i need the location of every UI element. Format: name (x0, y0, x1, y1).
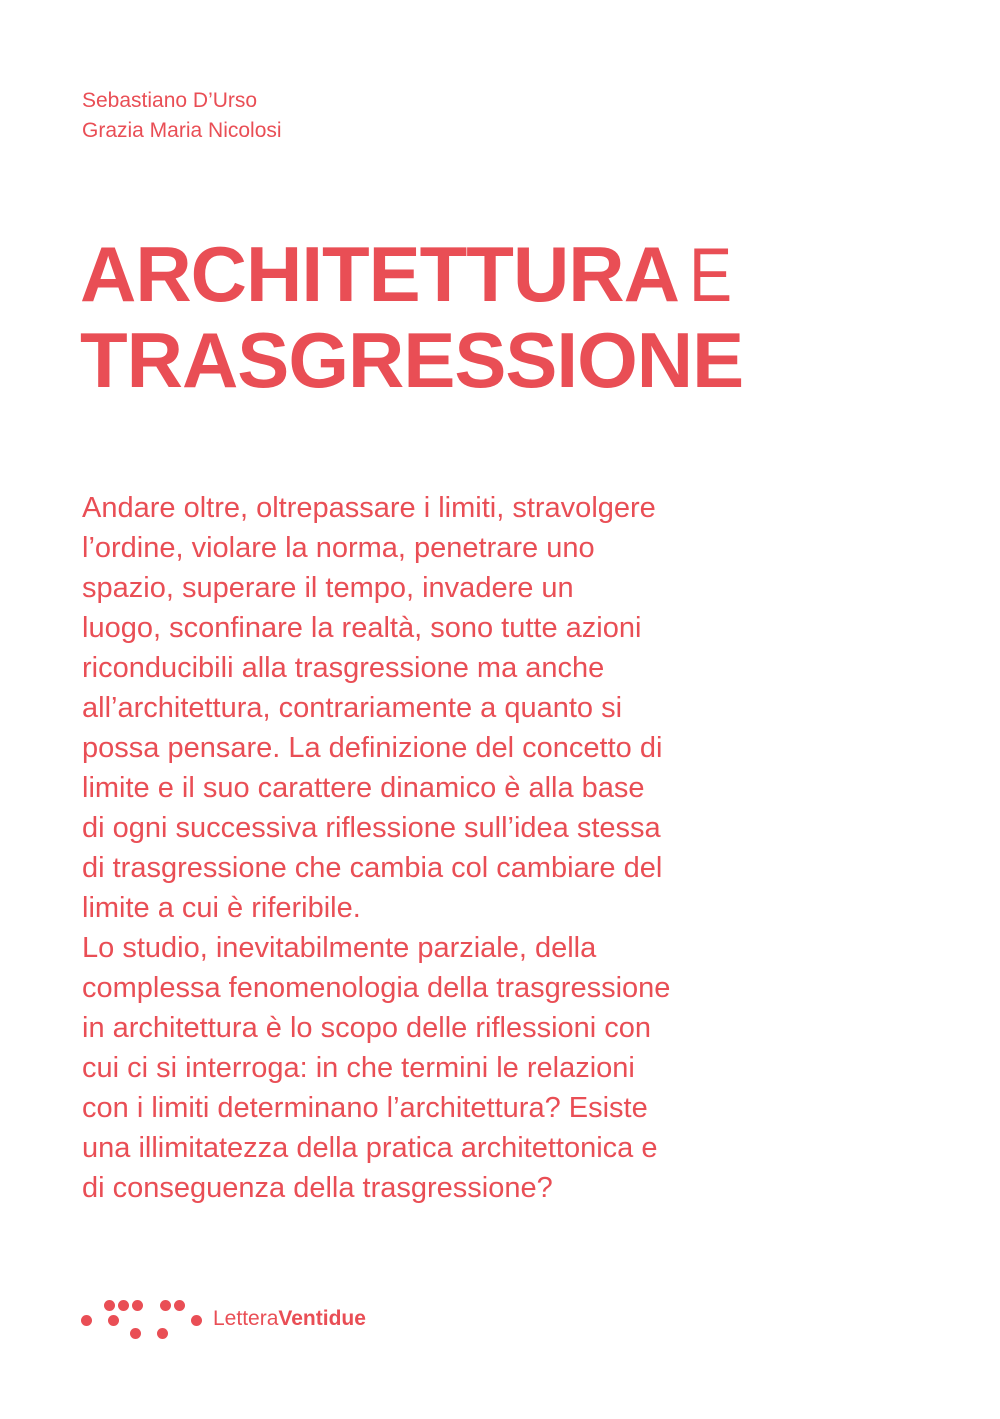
blurb-line: l’ordine, violare la norma, penetrare uno (82, 532, 595, 564)
blurb-line: luogo, sconfinare la realtà, sono tutte azioni (82, 612, 642, 644)
blurb-text (82, 488, 842, 1208)
blurb-line: in architettura è lo scopo delle riflessioni con (82, 1012, 652, 1044)
blurb-line: di conseguenza della trasgressione? (82, 1172, 553, 1204)
blurb-line: all’architettura, contrariamente a quanto si (82, 692, 623, 724)
blurb-line: di trasgressione che cambia col cambiare del (82, 852, 663, 884)
blurb-line: cui ci si interroga: in che termini le relazioni (82, 1052, 635, 1084)
title-bold: ARCHITETTURA (80, 230, 679, 318)
author-2: Grazia Maria Nicolosi (82, 119, 282, 142)
blurb-line: complessa fenomenologia della trasgressione (82, 972, 671, 1004)
publisher-name-light: Lettera (213, 1307, 279, 1330)
blurb-line: una illimitatezza della pratica architettonica e (82, 1132, 658, 1164)
title-thin-e: E (688, 233, 733, 318)
blurb-line: Andare oltre, oltrepassare i limiti, stravolgere (82, 492, 656, 524)
title-line-2: TRASGRESSIONE (80, 316, 744, 404)
blurb-line: limite a cui è riferibile. (82, 892, 361, 924)
blurb-line: possa pensare. La definizione del concetto di (82, 732, 663, 764)
blurb-line: spazio, superare il tempo, invadere un (82, 572, 574, 604)
blurb-line: riconducibili alla trasgressione ma anche (82, 652, 605, 684)
title-line-1 (80, 232, 743, 318)
blurb-line: con i limiti determinano l’architettura? Esiste (82, 1092, 648, 1124)
book-title (80, 232, 743, 402)
blurb-line: Lo studio, inevitabilmente parziale, della (82, 932, 597, 964)
blurb-line: limite e il suo carattere dinamico è alla base (82, 772, 645, 804)
authors (82, 86, 282, 146)
publisher-name-bold: Ventidue (278, 1307, 366, 1330)
author-1: Sebastiano D’Urso (82, 89, 258, 112)
blurb-line: di ogni successiva riflessione sull’idea stessa (82, 812, 661, 844)
publisher-name (213, 1307, 366, 1331)
